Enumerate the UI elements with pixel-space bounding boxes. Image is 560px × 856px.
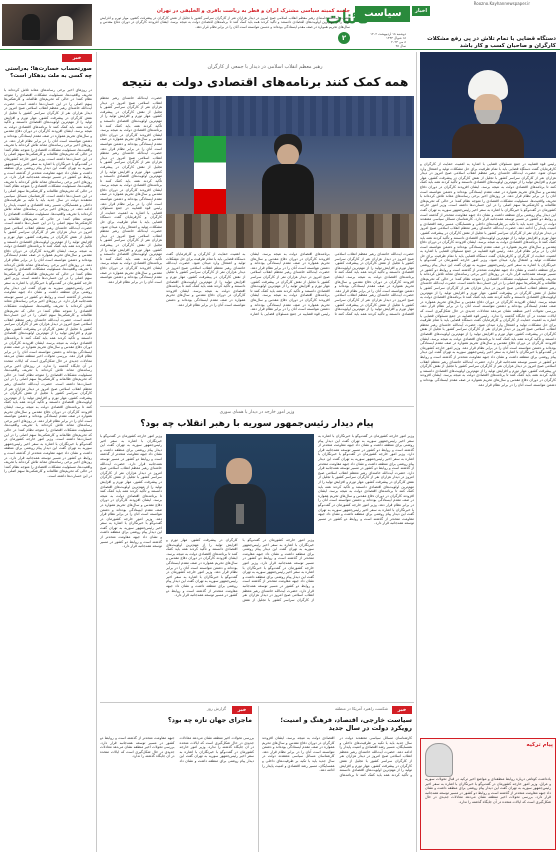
mid-body-text-3: حضرت آیت‌الله خامنه‌ای رهبر معظم انقلاب اسلامی صبح امروز در دیدار هزاران نفر از کارگران سراسر کشور با تجلیل از نقش کارگران در پیشرفت کشور، مهار تورم و افزایش تولید را از مهم‌ترین اولویت‌های اقتصادی دانستند و تأکید کردند همه باید کمک کنند تا برنامه‌های اقتصادی دولت به نتیجه برسد. ایشان افزودند کارگران در دوران دفاع مقدس و سال‌های تحریم همواره در صف مقدم ایستادگی بوده‌اند و دشمن نتوانسته است آنان را در برابر نظام قرار دهد.	[318, 470, 414, 507]
mid-body-text-2: وزیر امور خارجه کشورمان در گفت‌وگو با خبرنگاران با اشاره به سفر اخیر رئیس‌جمهور سوریه به تهران گفت این دیدار پیام روشنی برای منطقه داشت و نشان داد جبهه مقاومت متحدتر از گذشته است و روابط دو کشور در مسیر توسعه همه‌جانبه قرار دارد.	[318, 452, 414, 475]
judiciary-body-text-15: حضرت آیت‌الله خامنه‌ای رهبر معظم انقلاب اسلامی صبح امروز در دیدار هزاران نفر از کارگران سراسر کشور با تجلیل از نقش کارگران در پیشرفت کشور، مهار تورم و افزایش تولید را از مهم‌ترین اولویت‌های اقتصادی دانستند و تأکید کردند همه باید کمک کنند تا برنامه‌های اقتصادی دولت به نتیجه برسد. ایشان افزودند کارگران در دوران دفاع مقدس و سال‌های تحریم همواره در صف مقدم ایستادگی بوده‌اند و دشمن نتوانسته است آنان را در برابر نظام قرار دهد.	[420, 359, 556, 387]
section-title: سیاست	[355, 6, 410, 22]
right-column-body	[4, 88, 92, 850]
judiciary-body-text-9: در روزهای اخیر برخی رسانه‌های معاند تلاش کرده‌اند با تحریف واقعیت‌ها، مسئولیت مشکلات اقتصادی را متوجه نظام کنند؛ در حالی که تحریم‌های ظالمانه و کارشکنی‌ها سهم اصلی را در این خسارت‌ها داشته است.	[420, 272, 556, 286]
main-story-photo	[166, 96, 414, 248]
note-box-text: یادداشت کوتاهی درباره روابط منطقه‌ای و مواضع اخیر ترکیه در قبال تحولات سوریه و عراق.	[425, 777, 551, 786]
brand-logo: کائنات	[325, 8, 371, 28]
judiciary-story-body	[420, 162, 556, 732]
right-col-text-15: حضرت آیت‌الله خامنه‌ای رهبر معظم انقلاب اسلامی صبح امروز در دیدار هزاران نفر از کارگران سراسر کشور با تجلیل از نقش کارگران در پیشرفت کشور، مهار تورم و افزایش تولید را از مهم‌ترین اولویت‌های اقتصادی دانستند و تأکید کردند همه باید کمک کنند تا برنامه‌های اقتصادی دولت به نتیجه برسد. ایشان افزودند کارگران در دوران دفاع مقدس و سال‌های تحریم همواره در صف مقدم ایستادگی بوده‌اند و دشمن نتوانسته است آنان را در برابر نظام قرار دهد.	[4, 382, 92, 423]
mid-body-text-4: وزیر امور خارجه کشورمان در گفت‌وگو با خبرنگاران با اشاره به سفر اخیر رئیس‌جمهور سوریه به تهران گفت این دیدار پیام روشنی برای منطقه داشت و نشان داد جبهه مقاومت متحدتر از گذشته است و روابط دو کشور در مسیر توسعه همه‌جانبه قرار دارد.	[318, 502, 414, 526]
main-body-text-5: حضرت آیت‌الله خامنه‌ای رهبر معظم انقلاب اسلامی صبح امروز در دیدار هزاران نفر از کارگران سراسر کشور با تجلیل از نقش کارگران در پیشرفت کشور، مهار تورم و افزایش تولید را از مهم‌ترین اولویت‌های اقتصادی دانستند و تأکید کردند همه باید کمک کنند تا برنامه‌های اقتصادی دولت به نتیجه برسد. ایشان افزودند کارگران در دوران دفاع مقدس و سال‌های تحریم همواره در صف مقدم ایستادگی بوده‌اند و دشمن نتوانسته است آنان را در برابر نظام قرار دهد.	[166, 261, 246, 307]
mid-story-headline: پیام دیدار رئیس‌جمهور سوریه با رهبر انقلاب چه بود؟	[140, 419, 374, 429]
mid-body-col-3: حضرت آیت‌الله خامنه‌ای رهبر معظم انقلاب اسلامی صبح امروز در دیدار هزاران نفر از کارگران سراسر کشور با تجلیل از نقش کارگران در پیشرفت کشور، مهار تورم و افزایش تولید را از مهم‌ترین اولویت‌های اقتصادی دانستند و تأکید کردند همه باید کمک کنند تا برنامه‌های اقتصادی دولت به نتیجه برسد. ایشان افزودند کارگران در دوران دفاع مقدس و سال‌های تحریم همواره در صف مقدم ایستادگی بوده‌اند و دشمن نتوانسته است آنان را در برابر نظام قرار دهد.	[166, 538, 314, 602]
right-col-text-13: بررسی تحولات اخیر منطقه نشان می‌دهد معادلات جدیدی در حال شکل‌گیری است که ایالات متحده در آن جایگاه گذشته را ندارد.	[4, 354, 92, 368]
note-box-sketch	[425, 743, 453, 777]
main-body-text: حضرت آیت‌الله خامنه‌ای رهبر معظم انقلاب اسلامی صبح امروز در دیدار هزاران نفر از کارگران سراسر کشور با تجلیل از نقش کارگران در پیشرفت کشور، مهار تورم و افزایش تولید را از مهم‌ترین اولویت‌های اقتصادی دانستند و تأکید کردند همه باید کمک کنند تا برنامه‌های اقتصادی دولت به نتیجه برسد. ایشان افزودند کارگران در دوران دفاع مقدس و سال‌های تحریم همواره در صف مقدم ایستادگی بوده‌اند و دشمن نتوانسته است آنان را در برابر نظام قرار دهد.	[334, 252, 414, 293]
judiciary-body-text-2: حضرت آیت‌الله خامنه‌ای رهبر معظم انقلاب اسلامی صبح امروز در دیدار هزاران نفر از کارگران سراسر کشور با تجلیل از نقش کارگران در پیشرفت کشور، مهار تورم و افزایش تولید را از مهم‌ترین اولویت‌های اقتصادی دانستند و تأکید کردند همه باید کمک کنند تا برنامه‌های اقتصادی دولت به نتیجه برسد. ایشان افزودند کارگران در دوران دفاع مقدس و سال‌های تحریم همواره در صف مقدم ایستادگی بوده‌اند و دشمن نتوانسته است آنان را در برابر نظام قرار دهد.	[420, 171, 556, 199]
note-box	[420, 738, 556, 850]
mid-body-left-2: حضرت آیت‌الله خامنه‌ای رهبر معظم انقلاب اسلامی صبح امروز در دیدار هزاران نفر از کارگران سراسر کشور با تجلیل از نقش کارگران در پیشرفت کشور، مهار تورم و افزایش تولید را از مهم‌ترین اولویت‌های اقتصادی دانستند و تأکید کردند همه باید کمک کنند تا برنامه‌های اقتصادی دولت به نتیجه برسد. ایشان افزودند کارگران در دوران دفاع مقدس و سال‌های تحریم همواره در صف مقدم ایستادگی بوده‌اند و دشمن نتوانسته است آنان را در برابر نظام قرار دهد.	[100, 461, 162, 521]
right-col-text-10: وزیر امور خارجه کشورمان در گفت‌وگو با خبرنگاران با اشاره به سفر اخیر رئیس‌جمهور سوریه به تهران گفت این دیدار پیام روشنی برای منطقه داشت و نشان داد جبهه مقاومت متحدتر از گذشته است و روابط دو کشور در مسیر توسعه همه‌جانبه قرار دارد.	[4, 276, 92, 304]
main-body-col-2: حضرت آیت‌الله خامنه‌ای رهبر معظم انقلاب اسلامی صبح امروز در دیدار هزاران نفر از کارگران سراسر کشور با تجلیل از نقش کارگران در پیشرفت کشور، مهار تورم و افزایش تولید را از مهم‌ترین اولویت‌های اقتصادی دانستند و تأکید کردند همه باید کمک کنند تا برنامه‌های اقتصادی دولت به نتیجه برسد. ایشان افزودند کارگران در دوران دفاع مقدس و سال‌های تحریم همواره در صف مقدم ایستادگی بوده‌اند و دشمن نتوانسته است آنان را در برابر نظام قرار دهد.	[100, 151, 162, 206]
top-news-headline: جلسه کمیته سیاسی مشترک ایران و قطر به ریاست باقری و الخلیفی در تهران	[156, 8, 350, 14]
right-col-text-4: وزیر امور خارجه کشورمان در گفت‌وگو با خبرنگاران با اشاره به سفر اخیر رئیس‌جمهور سوریه به تهران گفت این دیدار پیام روشنی برای منطقه داشت و نشان داد جبهه مقاومت متحدتر از گذشته است و روابط دو کشور در مسیر توسعه همه‌جانبه قرار دارد.	[4, 156, 92, 180]
bottom-mid-kicker: گزارش روز	[206, 706, 226, 711]
bottom-left-tag: خبر	[392, 706, 412, 714]
mid-body-text: وزیر امور خارجه کشورمان در گفت‌وگو با خبرنگاران با اشاره به سفر اخیر رئیس‌جمهور سوریه به تهران گفت این دیدار پیام روشنی برای منطقه داشت و نشان داد جبهه مقاومت متحدتر از گذشته است و روابط دو کشور در مسیر توسعه همه‌جانبه قرار دارد.	[318, 434, 414, 457]
note-box-text-2: وزیر امور خارجه کشورمان در گفت‌وگو با خبرنگاران با اشاره به سفر اخیر رئیس‌جمهور سوریه به تهران گفت این دیدار پیام روشنی برای منطقه داشت و نشان داد جبهه مقاومت متحدتر از گذشته است و روابط دو کشور در مسیر توسعه همه‌جانبه قرار دارد.	[425, 781, 551, 800]
bottom-mid-text-3: بررسی تحولات اخیر منطقه نشان می‌دهد معادلات جدیدی در حال شکل‌گیری است که ایالات متحده در آن جایگاه گذشته را ندارد.	[100, 745, 175, 759]
main-body-text-3: حضرت آیت‌الله خامنه‌ای رهبر معظم انقلاب اسلامی صبح امروز در دیدار هزاران نفر از کارگران سراسر کشور با تجلیل از نقش کارگران در پیشرفت کشور، مهار تورم و افزایش تولید را از مهم‌ترین اولویت‌های اقتصادی دانستند و تأکید کردند همه باید کمک کنند تا برنامه‌های اقتصادی دولت به نتیجه برسد. ایشان افزودند کارگران در دوران دفاع مقدس و سال‌های تحریم همواره در صف مقدم ایستادگی بوده‌اند و دشمن نتوانسته است آنان را در برابر نظام قرار دهد.	[250, 270, 330, 312]
right-col-text-18: در روزهای اخیر برخی رسانه‌های معاند تلاش کرده‌اند با تحریف واقعیت‌ها، مسئولیت مشکلات اقتصادی را متوجه نظام کنند؛ در حالی که تحریم‌های ظالمانه و کارشکنی‌ها سهم اصلی را در این خسارت‌ها داشته است.	[4, 455, 92, 478]
mid-story-body-right	[318, 434, 414, 698]
right-column-headline: صورتحساب خسارت‌ها؛ به‌راستی چه کسی به ملت بدهکار است؟	[4, 66, 92, 79]
right-col-text-12: حضرت آیت‌الله خامنه‌ای رهبر معظم انقلاب اسلامی صبح امروز در دیدار هزاران نفر از کارگران سراسر کشور با تجلیل از نقش کارگران در پیشرفت کشور، مهار تورم و افزایش تولید را از مهم‌ترین اولویت‌های اقتصادی دانستند و تأکید کردند همه باید کمک کنند تا برنامه‌های اقتصادی دولت به نتیجه برسد. ایشان افزودند کارگران در دوران دفاع مقدس و سال‌های تحریم همواره در صف مقدم ایستادگی بوده‌اند و دشمن نتوانسته است آنان را در برابر نظام قرار دهد.	[4, 317, 92, 359]
judiciary-body-text-13: حضرت آیت‌الله خامنه‌ای رهبر معظم انقلاب اسلامی صبح امروز در دیدار هزاران نفر از کارگران سراسر کشور با تجلیل از نقش کارگران در پیشرفت کشور، مهار تورم و افزایش تولید را از مهم‌ترین اولویت‌های اقتصادی دانستند و تأکید کردند همه باید کمک کنند تا برنامه‌های اقتصادی دولت به نتیجه برسد. ایشان افزودند کارگران در دوران دفاع مقدس و سال‌های تحریم همواره در صف مقدم ایستادگی بوده‌اند و دشمن نتوانسته است آنان را در برابر نظام قرار دهد.	[420, 322, 556, 350]
right-col-text-11: در روزهای اخیر برخی رسانه‌های معاند تلاش کرده‌اند با تحریف واقعیت‌ها، مسئولیت مشکلات اقتصادی را متوجه نظام کنند؛ در حالی که تحریم‌های ظالمانه و کارشکنی‌ها سهم اصلی را در این خسارت‌ها داشته است.	[4, 299, 92, 322]
mid-story-body-left	[100, 434, 162, 698]
judiciary-body-text-11: بررسی تحولات اخیر منطقه نشان می‌دهد معادلات جدیدی در حال شکل‌گیری است که ایالات متحده در آن جایگاه گذشته را ندارد.	[420, 309, 556, 318]
note-box-title: پیام ترکیه	[526, 742, 553, 748]
page-number: ۲	[338, 32, 350, 44]
bottom-mid-text-2: وزیر امور خارجه کشورمان در گفت‌وگو با خبرنگاران با اشاره به سفر اخیر رئیس‌جمهور سوریه به تهران گفت این دیدار پیام روشنی برای منطقه داشت و نشان داد جبهه مقاومت متحدتر از گذشته است و روابط دو کشور در مسیر توسعه همه‌جانبه قرار دارد.	[100, 736, 254, 763]
bottom-left-text-2: حضرت آیت‌الله خامنه‌ای رهبر معظم انقلاب اسلامی صبح امروز در دیدار هزاران نفر از کارگران سراسر کشور با تجلیل از نقش کارگران در پیشرفت کشور، مهار تورم و افزایش تولید را از مهم‌ترین اولویت‌های اقتصادی دانستند و تأکید کردند همه باید کمک کنند تا برنامه‌های اقتصادی دولت به نتیجه برسد. ایشان افزودند کارگران در دوران دفاع مقدس و سال‌های تحریم همواره در صف مقدم ایستادگی بوده‌اند و دشمن نتوانسته است آنان را در برابر نظام قرار دهد.	[262, 736, 412, 777]
right-column-tag: خبر	[62, 54, 92, 62]
bottom-left-kicker: شکست راهبرد آمریکا در منطقه	[334, 706, 388, 711]
bottom-left-headline: سیاست خارجی، اقتصاد، فرهنگ و امنیت؛ رویکرد دولت در سال جدید	[280, 716, 412, 732]
mid-story-body-bottom	[166, 538, 314, 698]
bottom-left-text-3: کارشناسان مسائل سیاسی معتقدند دولت در سال جدید باید با تکیه بر ظرفیت‌های داخلی و همسایگان، مسیر رشد اقتصادی و امنیت پایدار را ادامه دهد.	[262, 754, 335, 773]
left-feature-headline: دستگاه قضایی با تمام تلاش در پی رفع مشکلات کارگران و صاحبان کسب و کار باشد	[427, 36, 556, 49]
right-col-text-14: در روزهای اخیر برخی رسانه‌های معاند تلاش کرده‌اند با تحریف واقعیت‌ها، مسئولیت مشکلات اقتصادی را متوجه نظام کنند؛ در حالی که تحریم‌های ظالمانه و کارشکنی‌ها سهم اصلی را در این خسارت‌ها داشته است.	[4, 363, 92, 386]
mid-body-col-4: وزیر امور خارجه کشورمان در گفت‌وگو با خبرنگاران با اشاره به سفر اخیر رئیس‌جمهور سوریه به تهران گفت این دیدار پیام روشنی برای منطقه داشت و نشان داد جبهه مقاومت متحدتر از گذشته است و روابط دو کشور در مسیر توسعه همه‌جانبه قرار دارد.	[166, 570, 238, 598]
top-news-photo	[2, 4, 92, 46]
right-col-text-3: در روزهای اخیر برخی رسانه‌های معاند تلاش کرده‌اند با تحریف واقعیت‌ها، مسئولیت مشکلات اقتصادی را متوجه نظام کنند؛ در حالی که تحریم‌های ظالمانه و کارشکنی‌ها سهم اصلی را در این خسارت‌ها داشته است.	[4, 138, 92, 161]
judiciary-body-text-3: در روزهای اخیر برخی رسانه‌های معاند تلاش کرده‌اند با تحریف واقعیت‌ها، مسئولیت مشکلات اقتصادی را متوجه نظام کنند؛ در حالی که تحریم‌های ظالمانه و کارشکنی‌ها سهم اصلی را در این خسارت‌ها داشته است.	[420, 194, 556, 208]
judiciary-body-text-6: حضرت آیت‌الله خامنه‌ای رهبر معظم انقلاب اسلامی صبح امروز در دیدار هزاران نفر از کارگران سراسر کشور با تجلیل از نقش کارگران در پیشرفت کشور، مهار تورم و افزایش تولید را از مهم‌ترین اولویت‌های اقتصادی دانستند و تأکید کردند همه باید کمک کنند تا برنامه‌های اقتصادی دولت به نتیجه برسد. ایشان افزودند کارگران در دوران دفاع مقدس و سال‌های تحریم همواره در صف مقدم ایستادگی بوده‌اند و دشمن نتوانسته است آنان را در برابر نظام قرار دهد.	[420, 226, 556, 254]
right-col-text-8: حضرت آیت‌الله خامنه‌ای رهبر معظم انقلاب اسلامی صبح امروز در دیدار هزاران نفر از کارگران سراسر کشور با تجلیل از نقش کارگران در پیشرفت کشور، مهار تورم و افزایش تولید را از مهم‌ترین اولویت‌های اقتصادی دانستند و تأکید کردند همه باید کمک کنند تا برنامه‌های اقتصادی دولت به نتیجه برسد. ایشان افزودند کارگران در دوران دفاع مقدس و سال‌های تحریم همواره در صف مقدم ایستادگی بوده‌اند و دشمن نتوانسته است آنان را در برابر نظام قرار دهد.	[4, 225, 92, 267]
judiciary-chief-photo	[420, 52, 556, 158]
right-col-text-16: در روزهای اخیر برخی رسانه‌های معاند تلاش کرده‌اند با تحریف واقعیت‌ها، مسئولیت مشکلات اقتصادی را متوجه نظام کنند؛ در حالی که تحریم‌های ظالمانه و کارشکنی‌ها سهم اصلی را در این خسارت‌ها داشته است.	[4, 418, 92, 442]
main-story-kicker: رهبر معظم انقلاب اسلامی در دیدار با جمعی از کارگران	[207, 64, 323, 70]
note-box-text-3: بررسی تحولات اخیر منطقه نشان می‌دهد معادلات جدیدی در حال شکل‌گیری است که ایالات متحده در آن جایگاه گذشته را ندارد.	[425, 795, 551, 804]
mid-body-left-3: وزیر امور خارجه کشورمان در گفت‌وگو با خبرنگاران با اشاره به سفر اخیر رئیس‌جمهور سوریه به تهران گفت این دیدار پیام روشنی برای منطقه داشت و نشان داد جبهه مقاومت متحدتر از گذشته است و روابط دو کشور در مسیر توسعه همه‌جانبه قرار دارد.	[100, 516, 162, 549]
main-story-headline: همه کمک کنند برنامه‌های اقتصادی دولت به نتیجه	[121, 75, 409, 89]
judiciary-body-text-12: رئیس قوه قضاییه در جمع مسئولان قضایی با اشاره به اهمیت حمایت از کارگران و کارفرمایان گفت دستگاه قضایی باید با تمام ظرفیت برای حل مشکلات تولید و اشتغال وارد میدان شود.	[420, 313, 556, 327]
mid-body-col-2: وزیر امور خارجه کشورمان در گفت‌وگو با خبرنگاران با اشاره به سفر اخیر رئیس‌جمهور سوریه به تهران گفت این دیدار پیام روشنی برای منطقه داشت و نشان داد جبهه مقاومت متحدتر از گذشته است و روابط دو کشور در مسیر توسعه همه‌جانبه قرار دارد.	[242, 560, 314, 593]
judiciary-body-text-4: وزیر امور خارجه کشورمان در گفت‌وگو با خبرنگاران با اشاره به سفر اخیر رئیس‌جمهور سوریه به تهران گفت این دیدار پیام روشنی برای منطقه داشت و نشان داد جبهه مقاومت متحدتر از گذشته است و روابط دو کشور در مسیر توسعه همه‌جانبه قرار دارد.	[420, 203, 556, 222]
right-col-text-2: حضرت آیت‌الله خامنه‌ای رهبر معظم انقلاب اسلامی صبح امروز در دیدار هزاران نفر از کارگران سراسر کشور با تجلیل از نقش کارگران در پیشرفت کشور، مهار تورم و افزایش تولید را از مهم‌ترین اولویت‌های اقتصادی دانستند و تأکید کردند همه باید کمک کنند تا برنامه‌های اقتصادی دولت به نتیجه برسد. ایشان افزودند کارگران در دوران دفاع مقدس و سال‌های تحریم همواره در صف مقدم ایستادگی بوده‌اند و دشمن نتوانسته است آنان را در برابر نظام قرار دهد.	[4, 101, 92, 143]
judiciary-body-text-14: وزیر امور خارجه کشورمان در گفت‌وگو با خبرنگاران با اشاره به سفر اخیر رئیس‌جمهور سوریه به تهران گفت این دیدار پیام روشنی برای منطقه داشت و نشان داد جبهه مقاومت متحدتر از گذشته است و روابط دو کشور در مسیر توسعه همه‌جانبه قرار دارد.	[420, 345, 556, 364]
bottom-mid-tag: خبر	[232, 706, 252, 714]
main-body-text-4: رئیس قوه قضاییه در جمع مسئولان قضایی با اشاره به اهمیت حمایت از کارگران و کارفرمایان گفت دستگاه قضایی باید با تمام ظرفیت برای حل مشکلات تولید و اشتغال وارد میدان شود.	[166, 252, 330, 316]
bottom-mid-body	[100, 736, 254, 850]
mid-story-photo	[166, 434, 314, 534]
main-story-body-right	[166, 252, 414, 402]
date-line: سال ۳۸	[395, 44, 406, 48]
mid-body-left: وزیر امور خارجه کشورمان در گفت‌وگو با خبرنگاران با اشاره به سفر اخیر رئیس‌جمهور سوریه به تهران گفت این دیدار پیام روشنی برای منطقه داشت و نشان داد جبهه مقاومت متحدتر از گذشته است و روابط دو کشور در مسیر توسعه همه‌جانبه قرار دارد.	[100, 434, 162, 466]
right-col-text-7: در روزهای اخیر برخی رسانه‌های معاند تلاش کرده‌اند با تحریف واقعیت‌ها، مسئولیت مشکلات اقتصادی را متوجه نظام کنند؛ در حالی که تحریم‌های ظالمانه و کارشکنی‌ها سهم اصلی را در این خسارت‌ها داشته است.	[4, 207, 92, 226]
main-story-body-left	[100, 96, 162, 402]
right-col-text-6: کارشناسان مسائل سیاسی معتقدند دولت در سال جدید باید با تکیه بر ظرفیت‌های داخلی و همسایگان، مسیر رشد اقتصادی و امنیت پایدار را ادامه دهد.	[4, 193, 92, 212]
top-news-text	[100, 16, 350, 44]
judiciary-body-text-8: وزیر امور خارجه کشورمان در گفت‌وگو با خبرنگاران با اشاره به سفر اخیر رئیس‌جمهور سوریه به تهران گفت این دیدار پیام روشنی برای منطقه داشت و نشان داد جبهه مقاومت متحدتر از گذشته است و روابط دو کشور در مسیر توسعه همه‌جانبه قرار دارد.	[420, 258, 556, 277]
mid-story-kicker: وزیر امور خارجه در دیدار با همتای سوری	[219, 410, 295, 415]
main-body-col: حضرت آیت‌الله خامنه‌ای رهبر معظم انقلاب اسلامی صبح امروز در دیدار هزاران نفر از کارگران سراسر کشور با تجلیل از نقش کارگران در پیشرفت کشور، مهار تورم و افزایش تولید را از مهم‌ترین اولویت‌های اقتصادی دانستند و تأکید کردند همه باید کمک کنند تا برنامه‌های اقتصادی دولت به نتیجه برسد. ایشان افزودند کارگران در دوران دفاع مقدس و سال‌های تحریم همواره در صف مقدم ایستادگی بوده‌اند و دشمن نتوانسته است آنان را در برابر نظام قرار دهد.	[100, 96, 162, 151]
judiciary-body-text-7: رئیس قوه قضاییه در جمع مسئولان قضایی با اشاره به اهمیت حمایت از کارگران و کارفرمایان گفت دستگاه قضایی باید با تمام ظرفیت برای حل مشکلات تولید و اشتغال وارد میدان شود.	[420, 249, 556, 263]
bottom-left-body	[262, 736, 412, 850]
main-body-col-3: رئیس قوه قضاییه در جمع مسئولان قضایی با اشاره به اهمیت حمایت از کارگران و کارفرمایان گفت دستگاه قضایی باید با تمام ظرفیت برای حل مشکلات تولید و اشتغال وارد میدان شود.	[100, 206, 162, 229]
bottom-left-text: کارشناسان مسائل سیاسی معتقدند دولت در سال جدید باید با تکیه بر ظرفیت‌های داخلی و همسایگان، مسیر رشد اقتصادی و امنیت پایدار را ادامه دهد.	[339, 736, 412, 754]
note-box-body	[425, 777, 551, 847]
bottom-mid-headline: ماجرای جهان تازه چه بود؟	[167, 716, 252, 724]
mid-body-col: وزیر امور خارجه کشورمان در گفت‌وگو با خبرنگاران با اشاره به سفر اخیر رئیس‌جمهور سوریه به تهران گفت این دیدار پیام روشنی برای منطقه داشت و نشان داد جبهه مقاومت متحدتر از گذشته است و روابط دو کشور در مسیر توسعه همه‌جانبه قرار دارد.	[242, 538, 314, 565]
date-line: ۱۸ شوال ۱۴۴۴	[386, 36, 406, 40]
right-col-text-9: در روزهای اخیر برخی رسانه‌های معاند تلاش کرده‌اند با تحریف واقعیت‌ها، مسئولیت مشکلات اقتصادی را متوجه نظام کنند؛ در حالی که تحریم‌های ظالمانه و کارشکنی‌ها سهم اصلی را در این خسارت‌ها داشته است.	[4, 262, 92, 281]
judiciary-body-text-5: کارشناسان مسائل سیاسی معتقدند دولت در سال جدید باید با تکیه بر ظرفیت‌های داخلی و همسایگان، مسیر رشد اقتصادی و امنیت پایدار را ادامه دهد.	[420, 217, 556, 231]
website-url: Roozno.Kayhannewspaper.ir	[473, 1, 530, 6]
date-block	[356, 32, 406, 48]
judiciary-body-text-10: حضرت آیت‌الله خامنه‌ای رهبر معظم انقلاب اسلامی صبح امروز در دیدار هزاران نفر از کارگران سراسر کشور با تجلیل از نقش کارگران در پیشرفت کشور، مهار تورم و افزایش تولید را از مهم‌ترین اولویت‌های اقتصادی دانستند و تأکید کردند همه باید کمک کنند تا برنامه‌های اقتصادی دولت به نتیجه برسد. ایشان افزودند کارگران در دوران دفاع مقدس و سال‌های تحریم همواره در صف مقدم ایستادگی بوده‌اند و دشمن نتوانسته است آنان را در برابر نظام قرار دهد.	[420, 281, 556, 309]
top-news-body: حضرت آیت‌الله خامنه‌ای رهبر معظم انقلاب اسلامی صبح امروز در دیدار هزاران نفر از کارگران سراسر کشور با تجلیل از نقش کارگران در پیشرفت کشور، مهار تورم و افزایش تولید را از مهم‌ترین اولویت‌های اقتصادی دانستند و تأکید کردند همه باید کمک کنند تا برنامه‌های اقتصادی دولت به نتیجه برسد. ایشان افزودند کارگران در دوران دفاع مقدس و سال‌های تحریم همواره در صف مقدم ایستادگی بوده‌اند و دشمن نتوانسته است آنان را در برابر نظام قرار دهد.	[100, 16, 350, 29]
date-line: دوشنبه ۱۸ اردیبهشت ۱۴۰۲	[370, 32, 406, 36]
right-col-text: در روزهای اخیر برخی رسانه‌های معاند تلاش کرده‌اند با تحریف واقعیت‌ها، مسئولیت مشکلات اقتصادی را متوجه نظام کنند؛ در حالی که تحریم‌های ظالمانه و کارشکنی‌ها سهم اصلی را در این خسارت‌ها داشته است.	[4, 88, 92, 106]
bottom-mid-text: بررسی تحولات اخیر منطقه نشان می‌دهد معادلات جدیدی در حال شکل‌گیری است که ایالات متحده در آن جایگاه گذشته را ندارد.	[179, 736, 254, 750]
right-col-text-17: وزیر امور خارجه کشورمان در گفت‌وگو با خبرنگاران با اشاره به سفر اخیر رئیس‌جمهور سوریه به تهران گفت این دیدار پیام روشنی برای منطقه داشت و نشان داد جبهه مقاومت متحدتر از گذشته است و روابط دو کشور در مسیر توسعه همه‌جانبه قرار دارد.	[4, 437, 92, 460]
main-body-col-4: حضرت آیت‌الله خامنه‌ای رهبر معظم انقلاب اسلامی صبح امروز در دیدار هزاران نفر از کارگران سراسر کشور با تجلیل از نقش کارگران در پیشرفت کشور، مهار تورم و افزایش تولید را از مهم‌ترین اولویت‌های اقتصادی دانستند و تأکید کردند همه باید کمک کنند تا برنامه‌های اقتصادی دولت به نتیجه برسد. ایشان افزودند کارگران در دوران دفاع مقدس و سال‌های تحریم همواره در صف مقدم ایستادگی بوده‌اند و دشمن نتوانسته است آنان را در برابر نظام قرار دهد.	[100, 229, 162, 284]
judiciary-body-text: رئیس قوه قضاییه در جمع مسئولان قضایی با اشاره به اهمیت حمایت از کارگران و کارفرمایان گفت دستگاه قضایی باید با تمام ظرفیت برای حل مشکلات تولید و اشتغال وارد میدان شود.	[420, 162, 556, 176]
section-tag: اخبار	[412, 6, 430, 16]
main-body-text-2: حضرت آیت‌الله خامنه‌ای رهبر معظم انقلاب اسلامی صبح امروز در دیدار هزاران نفر از کارگران سراسر کشور با تجلیل از نقش کارگران در پیشرفت کشور، مهار تورم و افزایش تولید را از مهم‌ترین اولویت‌های اقتصادی دانستند و تأکید کردند همه باید کمک کنند تا برنامه‌های اقتصادی دولت به نتیجه برسد. ایشان افزودند کارگران در دوران دفاع مقدس و سال‌های تحریم همواره در صف مقدم ایستادگی بوده‌اند و دشمن نتوانسته است آنان را در برابر نظام قرار دهد.	[250, 252, 414, 316]
date-line: ۸ می ۲۰۲۳	[391, 40, 406, 44]
right-col-text-5: در روزهای اخیر برخی رسانه‌های معاند تلاش کرده‌اند با تحریف واقعیت‌ها، مسئولیت مشکلات اقتصادی را متوجه نظام کنند؛ در حالی که تحریم‌های ظالمانه و کارشکنی‌ها سهم اصلی را در این خسارت‌ها داشته است.	[4, 175, 92, 198]
